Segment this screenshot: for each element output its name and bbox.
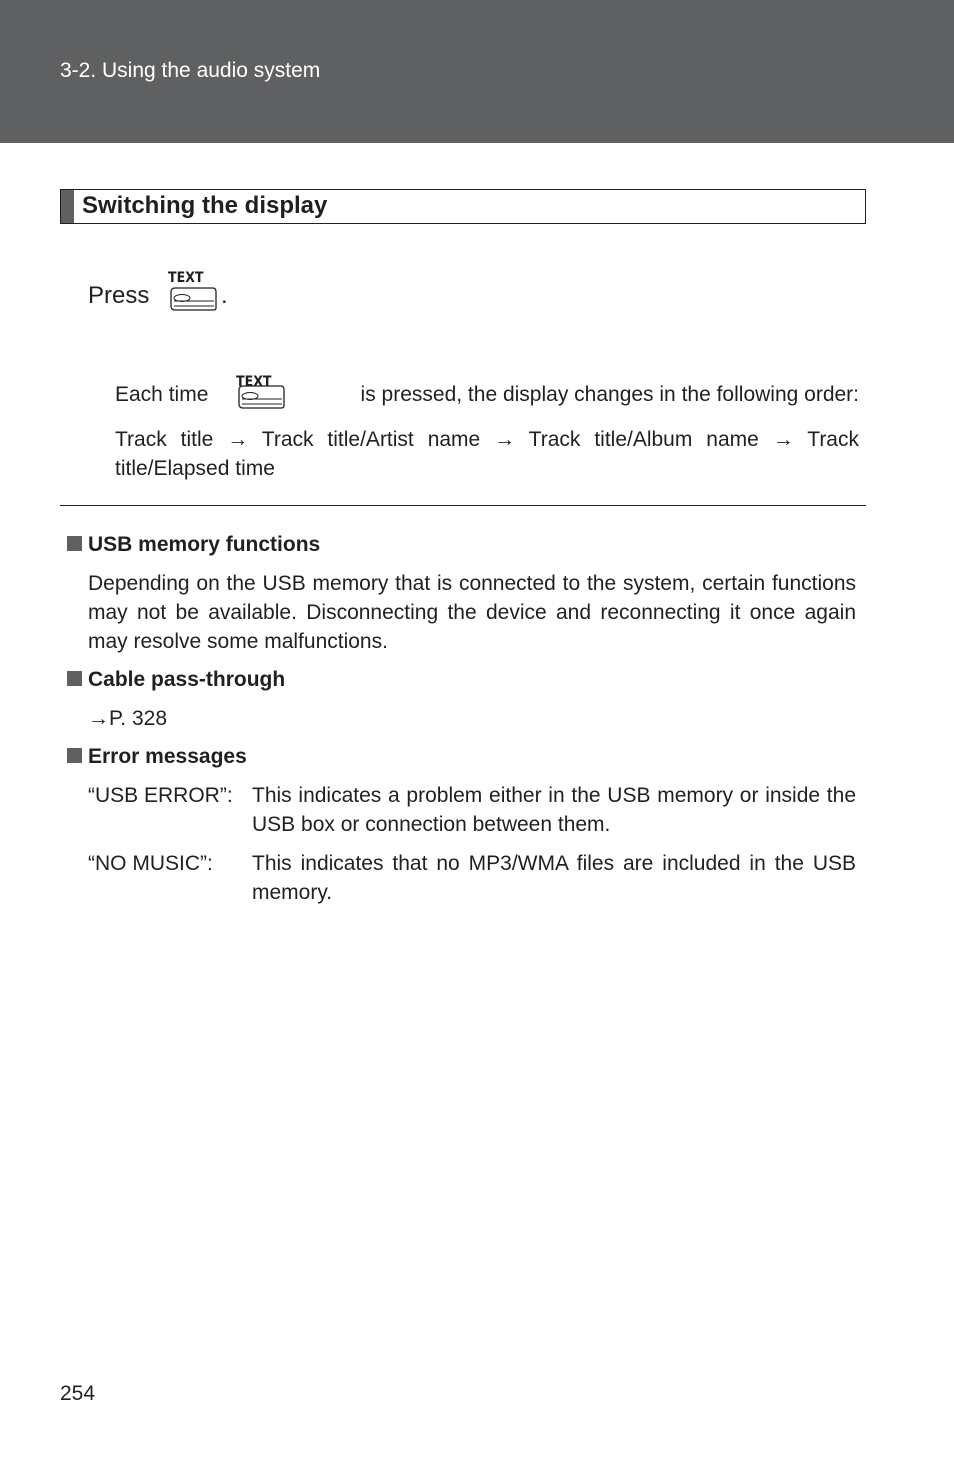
each-time-line (115, 374, 859, 410)
text-button-label: TEXT (168, 270, 204, 286)
usb-memory-body: Depending on the USB memory that is connected to the system, certain functions may not be available. Disconnecting the device and reconnecting it once again may resolve some malfunctions. (88, 572, 856, 653)
error-messages-heading-text: Error messages (88, 745, 247, 768)
page-number: 254 (60, 1382, 96, 1405)
each-time-suffix: is pressed, the display changes in the following order: (360, 383, 859, 406)
breadcrumb: 3-2. Using the audio system (60, 59, 321, 82)
section-title: Switching the display (82, 192, 328, 219)
press-period: . (221, 282, 228, 309)
text-button-icon (168, 270, 218, 316)
usb-error-definition: This indicates a problem either in the USB memory or inside the USB box or connection between them. (252, 784, 856, 836)
no-music-definition: This indicates that no MP3/WMA files are included in the USB memory. (252, 852, 856, 904)
usb-memory-heading (67, 533, 320, 557)
bullet-square-icon (67, 536, 82, 551)
bullet-square-icon (67, 748, 82, 763)
text-button-label: TEXT (236, 374, 272, 390)
page-header (0, 0, 954, 143)
error-messages-heading (67, 745, 247, 769)
each-time-prefix: Each time (115, 383, 209, 406)
display-sequence: Track title → Track title/Artist name → Track title/Album name → Track title/Elapsed time (115, 428, 859, 480)
no-music-term: “NO MUSIC”: (88, 852, 213, 875)
cable-heading (67, 668, 285, 692)
usb-memory-heading-text: USB memory functions (88, 533, 321, 556)
section-title-box (60, 189, 866, 224)
usb-error-term: “USB ERROR”: (88, 784, 233, 807)
bullet-square-icon (67, 671, 82, 686)
press-label: Press (88, 282, 150, 309)
divider (60, 505, 866, 506)
cable-page-reference[interactable]: →P. 328 (88, 707, 168, 730)
cable-heading-text: Cable pass-through (88, 668, 286, 691)
text-button-icon (236, 368, 286, 414)
section-marker (61, 190, 74, 223)
